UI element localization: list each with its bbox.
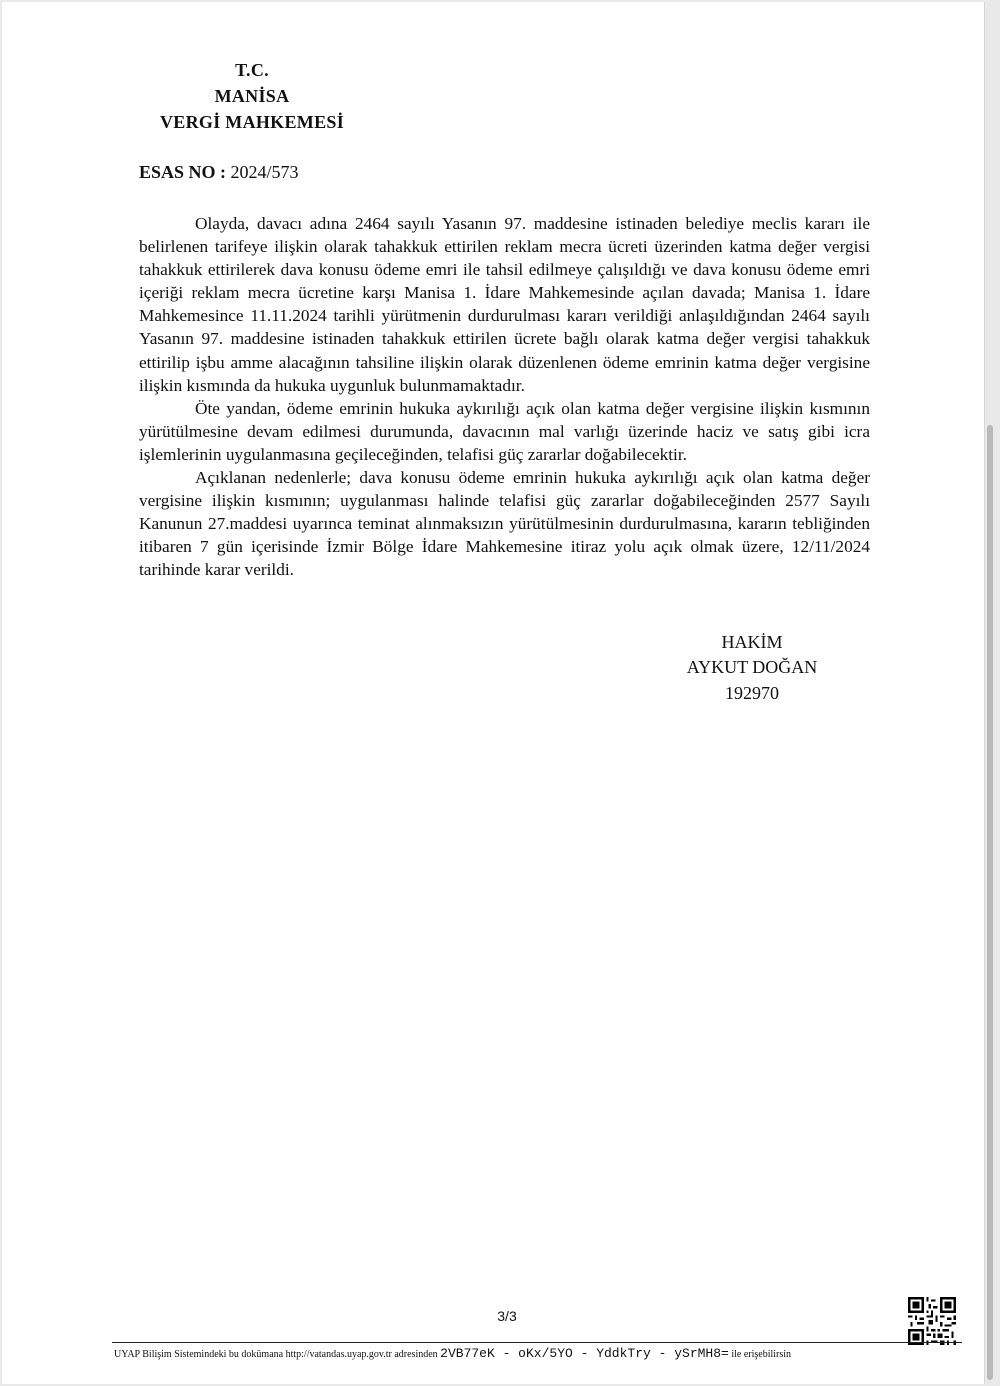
case-number-line [139,162,299,183]
page-number: 3/3 [497,1308,517,1324]
paragraph: Öte yandan, ödeme emrinin hukuka aykırılığı açık olan katma değer vergisine ilişkin kısmının yürütülmesine devam edilmesi durumunda, davacının mal varlığı üzerinde haciz ve satış gibi icra işlemlerinin uygulanmasına geçileceğinden, telafisi güç zararlar doğabilecektir. [139,398,870,464]
case-number-value: 2024/573 [230,162,299,182]
footer-note [114,1346,791,1361]
header-court: VERGİ MAHKEMESİ [159,112,345,132]
footer-verification-code: 2VB77eK - oKx/5YO - YddkTry - ySrMH8= [440,1346,729,1361]
decision-body [139,212,870,582]
footer-suffix: ile erişebilirsin [731,1349,792,1360]
paragraph: Olayda, davacı adına 2464 sayılı Yasanın 97. maddesine istinaden belediye meclis kararı ile belirlenen tarifeye ilişkin olarak tahakkuk ettirilen reklam mecra ücreti üzerinden katma değer vergisi tahakkuk ettirilerek dava konusu ödeme emri ile tahsil edilmeye çalışıldığı ve dava konusu ödeme emri içeriği reklam mecra ücretine karşı Manisa 1. İdare Mahkemesinde açılan davada; Manisa 1. İdare Mahkemesince 11.11.2024 tarihli yürütmenin durdurulması kararı verildiği anlaşıldığından 2464 sayılı Yasanın 97. maddesine istinaden tahakkuk ettirilen ücrete bağlı olarak katma değer vergisi tahakkuk ettirilip işbu amme alacağının tahsiline ilişkin olarak düzenlenen ödeme emrinin katma değer vergisine ilişkin kısmında da hukuka uygunluk bulunmamaktadır. [139,214,870,395]
case-number-label: ESAS NO : [139,162,227,182]
footer-prefix: UYAP Bilişim Sistemindeki bu dokümana http://vatandas.uyap.gov.tr adresinden [114,1349,438,1360]
signature-title: HAKİM [721,632,783,652]
qr-code-icon [908,1297,956,1345]
footer-divider [112,1342,962,1343]
paragraph: Açıklanan nedenlerle; dava konusu ödeme emrinin hukuka aykırılığı açık olan katma değer vergisine ilişkin kısmının; uygulanması halinde telafisi güç zararlar doğabileceğinden 2577 Sayılı Kanunun 27.maddesi uyarınca teminat alınmaksızın yürütülmesinin durdurulmasına, kararın tebliğinden itibaren 7 gün içerisinde İzmir Bölge İdare Mahkemesine itiraz yolu açık olmak üzere, 12/11/2024 tarihinde karar verildi. [139,468,870,580]
signature-name: AYKUT DOĞAN [686,657,818,677]
document-page [2,2,985,1384]
header-tc: T.C. [235,60,269,80]
signature-number: 192970 [725,683,779,703]
vertical-scrollbar[interactable] [987,425,993,1380]
header-city: MANİSA [214,86,290,106]
